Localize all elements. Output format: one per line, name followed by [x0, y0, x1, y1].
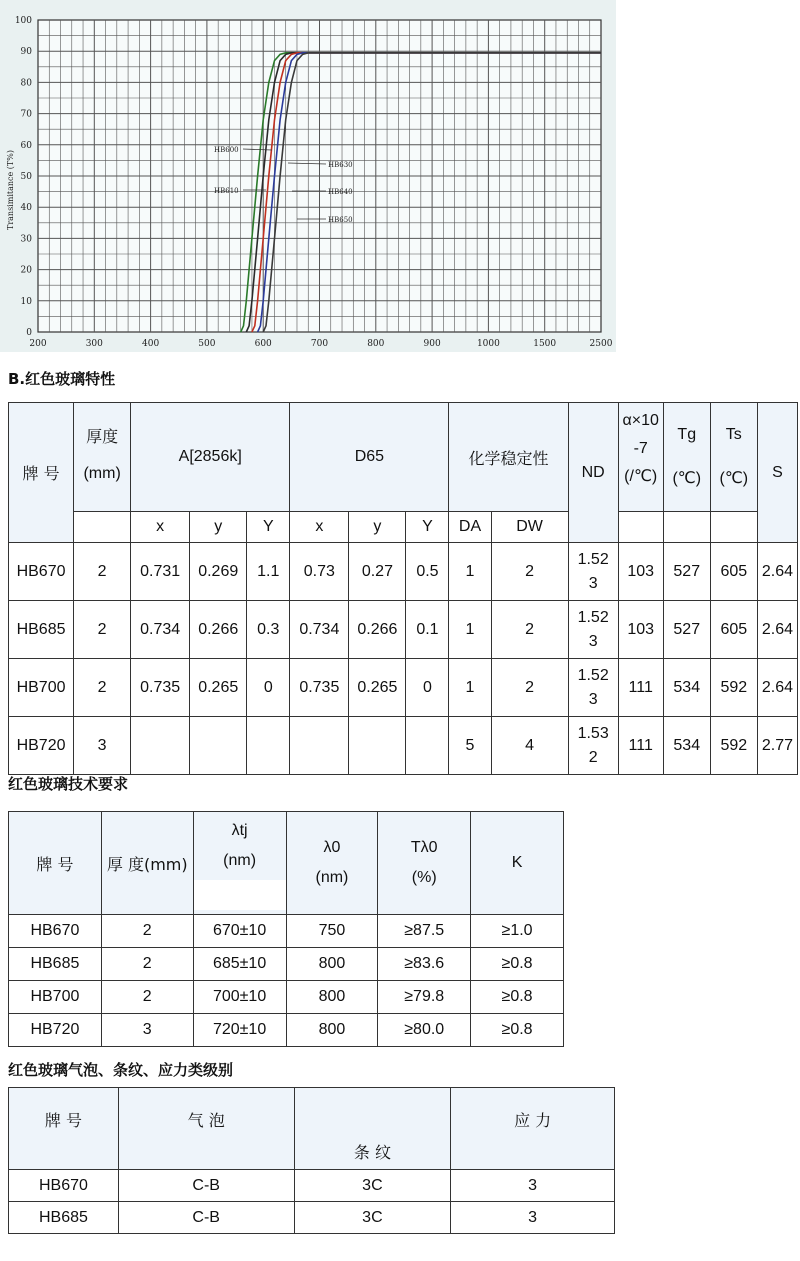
cell-nd-2: 3: [588, 574, 598, 592]
header-da: DA: [449, 512, 491, 543]
x-tick-label: 1000: [476, 339, 500, 349]
x-tick-label: 500: [198, 339, 216, 349]
header-l0-unit: (nm): [315, 869, 349, 886]
table-row: [9, 659, 798, 717]
header-ltj-label: λtj: [231, 822, 248, 839]
cell-nd-1: 1.52: [577, 608, 609, 626]
cell-a-y: 0.269: [190, 543, 247, 601]
cell-dw: 2: [491, 601, 568, 659]
table-row: [9, 1170, 615, 1202]
cell-nd: [568, 601, 618, 659]
cell-stripe: 3C: [294, 1170, 451, 1202]
cell-d-x: [290, 717, 349, 775]
cell-da: 5: [449, 717, 491, 775]
cell-d-Y: 0.5: [406, 543, 449, 601]
section2-title: 红色玻璃技术要求: [8, 775, 129, 793]
cell-d-x: 0.73: [290, 543, 349, 601]
header-nd: ND: [568, 403, 618, 543]
y-tick-label: 50: [20, 172, 32, 182]
y-tick-label: 10: [20, 296, 32, 307]
header-ts-unit: (℃): [719, 470, 749, 487]
cell-nd: [568, 717, 618, 775]
header-s: S: [757, 403, 797, 543]
cell-da: 1: [449, 543, 491, 601]
header-stripe: 条 纹: [294, 1088, 451, 1170]
annotation-label: HB650: [328, 216, 353, 224]
header-a-y: y: [190, 512, 247, 543]
cell-k: ≥0.8: [471, 981, 564, 1014]
cell-tl0: ≥87.5: [378, 915, 471, 948]
header-d-y: y: [349, 512, 406, 543]
cell-a-y: [190, 717, 247, 775]
header-ts-label: Ts: [725, 426, 742, 443]
y-tick-label: 20: [20, 265, 32, 276]
header-tg-sub: [663, 512, 710, 543]
table-row: [9, 1202, 615, 1234]
x-tick-label: 300: [85, 339, 103, 349]
table-row: [9, 601, 798, 659]
cell-tg: 534: [663, 717, 710, 775]
header-thickness: 厚 度(mm): [101, 812, 193, 915]
table-row: [9, 981, 564, 1014]
cell-d-y: [349, 717, 406, 775]
cell-tl0: ≥79.8: [378, 981, 471, 1014]
cell-k: ≥1.0: [471, 915, 564, 948]
header-brand: 牌 号: [9, 403, 74, 543]
cell-d-y: 0.265: [349, 659, 406, 717]
header-bubble: 气 泡: [118, 1088, 294, 1170]
header-alpha-sub: [618, 512, 663, 543]
header-thickness-unit: (mm): [83, 465, 121, 482]
header-alpha-1: α×10: [622, 412, 659, 429]
x-tick-labels: [29, 339, 612, 349]
header-thickness-sub: [74, 512, 131, 543]
cell-k: ≥0.8: [471, 948, 564, 981]
y-tick-label: 70: [20, 109, 32, 120]
y-tick-label: 30: [20, 234, 32, 245]
red-glass-tech-requirements-table: [8, 811, 564, 1047]
header-k: K: [471, 812, 564, 915]
cell-d-Y: 0.1: [406, 601, 449, 659]
cell-nd-2: 3: [588, 690, 598, 708]
cell-s: 2.64: [757, 659, 797, 717]
cell-dw: 2: [491, 659, 568, 717]
y-tick-label: 60: [20, 140, 32, 151]
cell-dw: 2: [491, 543, 568, 601]
cell-nd-2: 2: [588, 748, 598, 766]
cell-thickness: 2: [101, 915, 193, 948]
cell-ts: 605: [710, 543, 757, 601]
cell-s: 2.64: [757, 543, 797, 601]
cell-nd-1: 1.52: [577, 666, 609, 684]
cell-nd-2: 3: [588, 632, 598, 650]
cell-brand: HB670: [9, 543, 74, 601]
header-d-x: x: [290, 512, 349, 543]
cell-stress: 3: [451, 1170, 615, 1202]
y-tick-label: 0: [26, 328, 32, 338]
cell-d-y: 0.266: [349, 601, 406, 659]
cell-d-x: 0.734: [290, 601, 349, 659]
cell-ltj: 700±10: [193, 981, 286, 1014]
header-a-Y: Y: [247, 512, 290, 543]
chart-grid: [38, 20, 601, 332]
cell-a-y: 0.265: [190, 659, 247, 717]
cell-stress: 3: [451, 1202, 615, 1234]
cell-d-x: 0.735: [290, 659, 349, 717]
x-tick-label: 900: [423, 339, 441, 349]
cell-a-x: [131, 717, 190, 775]
cell-d-Y: 0: [406, 659, 449, 717]
cell-ltj: 670±10: [193, 915, 286, 948]
cell-nd-1: 1.52: [577, 550, 609, 568]
cell-tl0: ≥83.6: [378, 948, 471, 981]
header-tl0-label: Tλ0: [410, 839, 438, 856]
y-tick-label: 100: [14, 16, 32, 26]
header-tg: [663, 403, 710, 512]
red-glass-grade-table: [8, 1087, 615, 1234]
cell-a-x: 0.734: [131, 601, 190, 659]
x-tick-label: 700: [310, 339, 329, 349]
header-a2856: A[2856k]: [131, 403, 290, 512]
header-tl0-unit: (%): [411, 869, 437, 886]
cell-tg: 534: [663, 659, 710, 717]
header-a-x: x: [131, 512, 190, 543]
cell-d-y: 0.27: [349, 543, 406, 601]
table-row: [9, 543, 798, 601]
cell-brand: HB700: [9, 981, 102, 1014]
cell-brand: HB670: [9, 1170, 119, 1202]
cell-bubble: C-B: [118, 1202, 294, 1234]
transmittance-chart: [0, 0, 616, 352]
header-ltj-unit: (nm): [223, 852, 257, 869]
header-brand: 牌 号: [9, 812, 102, 915]
red-glass-properties-table: [8, 402, 798, 775]
cell-thickness: 2: [74, 601, 131, 659]
cell-thickness: 3: [74, 717, 131, 775]
x-tick-label: 200: [29, 339, 47, 349]
cell-thickness: 3: [101, 1014, 193, 1047]
cell-thickness: 2: [101, 948, 193, 981]
cell-s: 2.64: [757, 601, 797, 659]
header-alpha-3: (/℃): [624, 468, 658, 485]
cell-brand: HB700: [9, 659, 74, 717]
cell-brand: HB685: [9, 601, 74, 659]
header-stress: 应 力: [451, 1088, 615, 1170]
header-alpha-2: -7: [633, 440, 648, 457]
header-ts: [710, 403, 757, 512]
cell-alpha: 111: [618, 717, 663, 775]
header-chemical-stability: 化学稳定性: [449, 403, 568, 512]
cell-ltj: 685±10: [193, 948, 286, 981]
annotation-label: HB630: [328, 161, 353, 169]
cell-alpha: 111: [618, 659, 663, 717]
header-ts-sub: [710, 512, 757, 543]
cell-a-Y: [247, 717, 290, 775]
y-tick-label: 40: [20, 203, 32, 214]
cell-brand: HB720: [9, 717, 74, 775]
cell-stripe: 3C: [294, 1202, 451, 1234]
header-brand: 牌 号: [9, 1088, 119, 1170]
cell-nd-1: 1.53: [577, 724, 609, 742]
cell-ltj: 720±10: [193, 1014, 286, 1047]
header-thickness-label: 厚度: [86, 427, 119, 446]
x-tick-label: 2500: [589, 339, 613, 349]
cell-thickness: 2: [74, 543, 131, 601]
section3-title: 红色玻璃气泡、条纹、应力类级别: [8, 1061, 234, 1079]
header-ltj: [193, 812, 286, 915]
header-alpha: [618, 403, 663, 512]
y-tick-label: 80: [20, 78, 32, 89]
cell-da: 1: [449, 659, 491, 717]
cell-a-Y: 1.1: [247, 543, 290, 601]
y-axis-label: Transimitance (T%): [6, 150, 15, 230]
table-row: [9, 948, 564, 981]
cell-brand: HB685: [9, 948, 102, 981]
section1-title: B.红色玻璃特性: [8, 370, 116, 388]
cell-s: 2.77: [757, 717, 797, 775]
cell-l0: 800: [286, 981, 378, 1014]
cell-a-Y: 0: [247, 659, 290, 717]
header-d-Y: Y: [406, 512, 449, 543]
table-row: [9, 915, 564, 948]
header-l0: [286, 812, 378, 915]
cell-a-Y: 0.3: [247, 601, 290, 659]
cell-brand: HB720: [9, 1014, 102, 1047]
cell-alpha: 103: [618, 601, 663, 659]
cell-l0: 800: [286, 948, 378, 981]
cell-bubble: C-B: [118, 1170, 294, 1202]
header-d65: D65: [290, 403, 449, 512]
cell-thickness: 2: [101, 981, 193, 1014]
header-tg-label: Tg: [677, 426, 697, 443]
cell-l0: 800: [286, 1014, 378, 1047]
cell-thickness: 2: [74, 659, 131, 717]
cell-a-y: 0.266: [190, 601, 247, 659]
x-tick-label: 600: [254, 339, 272, 349]
cell-a-x: 0.735: [131, 659, 190, 717]
cell-alpha: 103: [618, 543, 663, 601]
cell-nd: [568, 659, 618, 717]
x-tick-label: 800: [367, 339, 385, 349]
cell-k: ≥0.8: [471, 1014, 564, 1047]
cell-l0: 750: [286, 915, 378, 948]
chart-svg: [0, 0, 616, 352]
x-tick-label: 400: [142, 339, 160, 349]
header-ltj-blank: [194, 880, 286, 910]
annotation-label: HB600: [214, 146, 239, 154]
cell-brand: HB685: [9, 1202, 119, 1234]
y-tick-label: 90: [20, 47, 32, 58]
y-tick-labels: [15, 16, 32, 338]
table-row: [9, 717, 798, 775]
header-thickness: [74, 403, 131, 512]
table-row: [9, 1014, 564, 1047]
cell-tg: 527: [663, 601, 710, 659]
cell-tg: 527: [663, 543, 710, 601]
annotation-label: HB610: [214, 187, 239, 195]
cell-ts: 592: [710, 659, 757, 717]
cell-a-x: 0.731: [131, 543, 190, 601]
cell-tl0: ≥80.0: [378, 1014, 471, 1047]
header-l0-label: λ0: [323, 839, 341, 856]
cell-ts: 592: [710, 717, 757, 775]
cell-ts: 605: [710, 601, 757, 659]
cell-da: 1: [449, 601, 491, 659]
header-tl0: [378, 812, 471, 915]
annotation-label: HB640: [328, 188, 353, 196]
cell-d-Y: [406, 717, 449, 775]
header-dw: DW: [491, 512, 568, 543]
cell-dw: 4: [491, 717, 568, 775]
cell-nd: [568, 543, 618, 601]
header-tg-unit: (℃): [672, 470, 702, 487]
cell-brand: HB670: [9, 915, 102, 948]
x-tick-label: 1500: [533, 339, 557, 349]
